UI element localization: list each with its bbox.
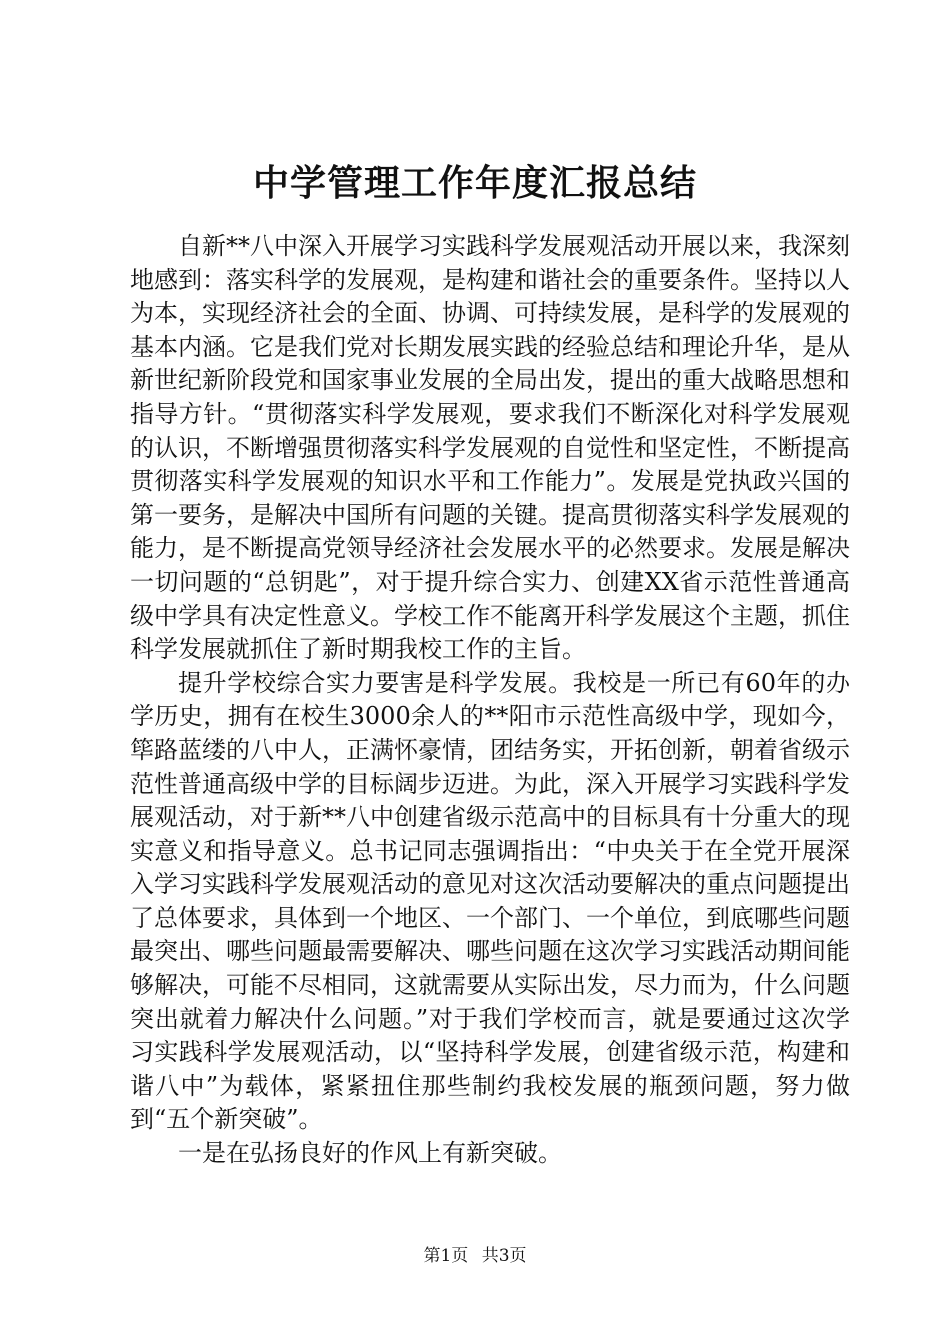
paragraph-3: 一是在弘扬良好的作风上有新突破。 — [178, 1139, 562, 1168]
document-body — [130, 230, 850, 1171]
page-footer — [0, 1244, 950, 1268]
page-number: 第1页 — [423, 1246, 469, 1266]
paragraph-2: 提升学校综合实力要害是科学发展。我校是一所已有60年的办学历史，拥有在校生3000余人的**阳市示范性高级中学，现如今，筚路蓝缕的八中人，正满怀豪情，团结务实，开拓创新，朝着省级示范性普通高级中学的目标阔步迈进。为此，深入开展学习实践科学发展观活动，对于新**八中创建省级示范高中的目标具有十分重大的现实意义和指导意义。总书记同志强调指出：“中央关于在全党开展深入学习实践科学发展观活动的意见对这次活动要解决的重点问题提出了总体要求，具体到一个地区、一个部门、一个单位，到底哪些问题最突出、哪些问题最需要解决、哪些问题在这次学习实践活动期间能够解决，可能不尽相同，这就需要从实际出发，尽力而为，什么问题突出就着力解决什么问题。”对于我们学校而言，就是要通过这次学习实践科学发展观活动，以“坚持科学发展，创建省级示范，构建和谐八中”为载体，紧紧扭住那些制约我校发展的瓶颈问题，努力做到“五个新突破”。 — [130, 668, 850, 1134]
paragraph-1: 自新**八中深入开展学习实践科学发展观活动开展以来，我深刻地感到：落实科学的发展观，是构建和谐社会的重要条件。坚持以人为本，实现经济社会的全面、协调、可持续发展，是科学的发展观的基本内涵。它是我们党对长期发展实践的经验总结和理论升华，是从新世纪新阶段党和国家事业发展的全局出发，提出的重大战略思想和指导方针。“贯彻落实科学发展观，要求我们不断深化对科学发展观的认识，不断增强贯彻落实科学发展观的自觉性和坚定性，不断提高贯彻落实科学发展观的知识水平和工作能力”。发展是党执政兴国的第一要务，是解决中国所有问题的关键。提高贯彻落实科学发展观的能力，是不断提高党领导经济社会发展水平的必然要求。发展是解决一切问题的“总钥匙”，对于提升综合实力、创建XX省示范性普通高级中学具有决定性意义。学校工作不能离开科学发展这个主题，抓住科学发展就抓住了新时期我校工作的主旨。 — [130, 232, 850, 664]
page-total: 共3页 — [481, 1246, 527, 1266]
document-title: 中学管理工作年度汇报总结 — [252, 162, 697, 204]
